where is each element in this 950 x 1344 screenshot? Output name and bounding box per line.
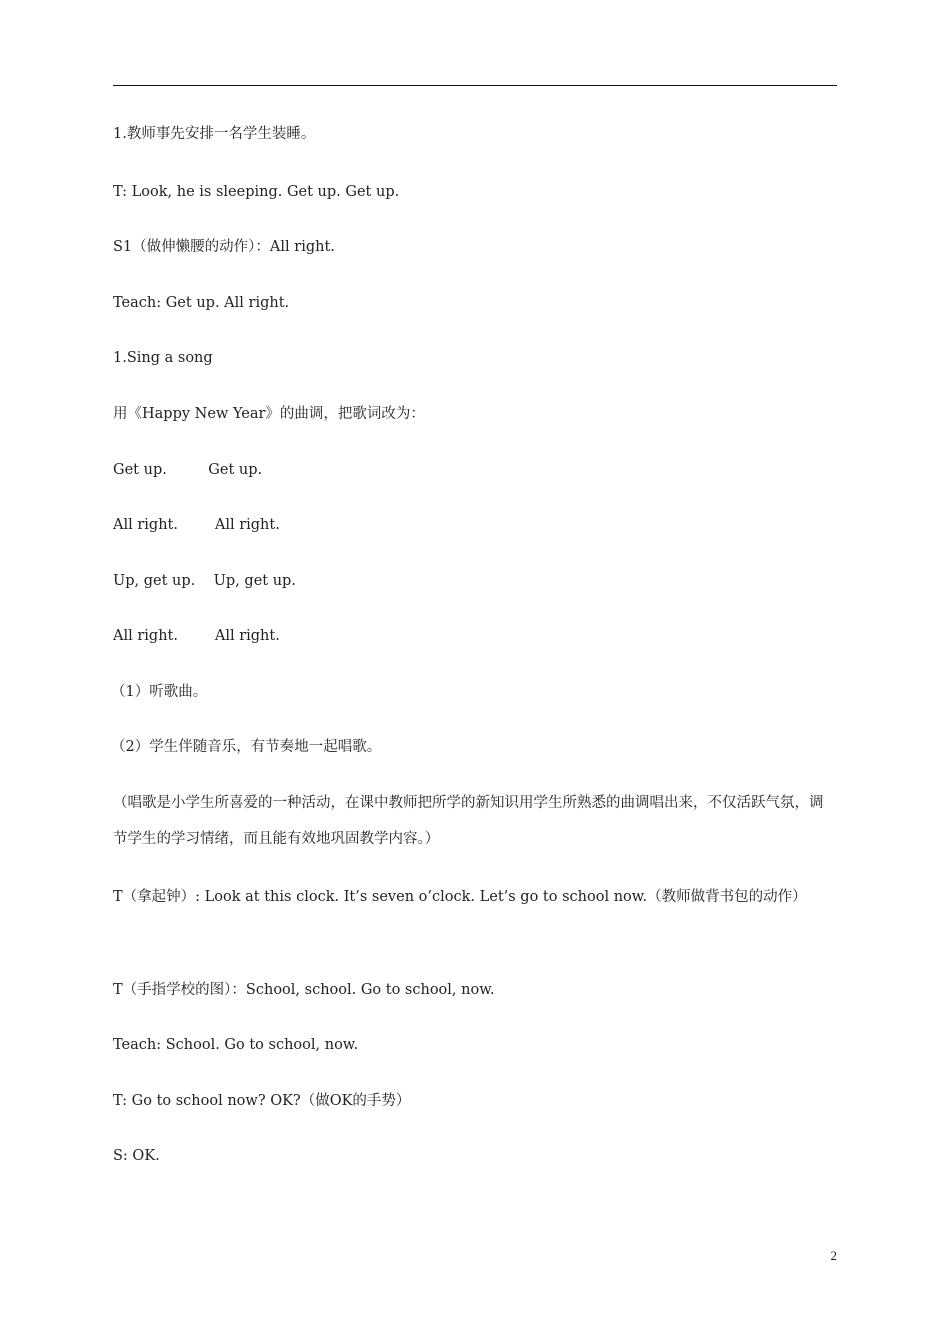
text-line-5: 1.Sing a song — [113, 350, 213, 366]
text-line-3: S1（做伸懒腰的动作）：All right. — [113, 239, 335, 255]
lyric-line-2: All right. All right. — [113, 517, 280, 533]
page-number: 2 — [830, 1248, 837, 1263]
lyric-line-1: Get up. Get up. — [113, 462, 263, 478]
text-line-15: T（手指学校的图）：School, school. Go to school, now. — [113, 982, 495, 998]
text-line-2: T: Look, he is sleeping. Get up. Get up. — [113, 184, 400, 200]
dialogue-paragraph: T（拿起钟）: Look at this clock. It’s seven o’clock. Let’s go to school now.（教师做背书包的动作） — [113, 889, 807, 905]
lyric-line-4: All right. All right. — [113, 628, 280, 644]
step-1: （1）听歌曲。 — [111, 684, 208, 700]
text-line-18: S: OK. — [113, 1148, 160, 1164]
text-line-16: Teach: School. Go to school, now. — [113, 1037, 359, 1053]
text-line-4: Teach: Get up. All right. — [113, 295, 290, 311]
header-rule — [113, 85, 837, 86]
text-line-17: T: Go to school now? OK?（做OK的手势） — [113, 1093, 411, 1109]
text-line-6: 用《Happy New Year》的曲调，把歌词改为： — [113, 406, 425, 422]
step-2: （2）学生伴随音乐，有节奏地一起唱歌。 — [111, 739, 382, 755]
text-line-1: 1.教师事先安排一名学生装睡。 — [113, 126, 316, 142]
note-paragraph: （唱歌是小学生所喜爱的一种活动，在课中教师把所学的新知识用学生所熟悉的曲调唱出来，不仅活跃气氛，调节学生的学习情绪，而且能有效地巩固教学内容。） — [113, 795, 824, 847]
lyric-line-3: Up, get up. Up, get up. — [113, 573, 296, 589]
